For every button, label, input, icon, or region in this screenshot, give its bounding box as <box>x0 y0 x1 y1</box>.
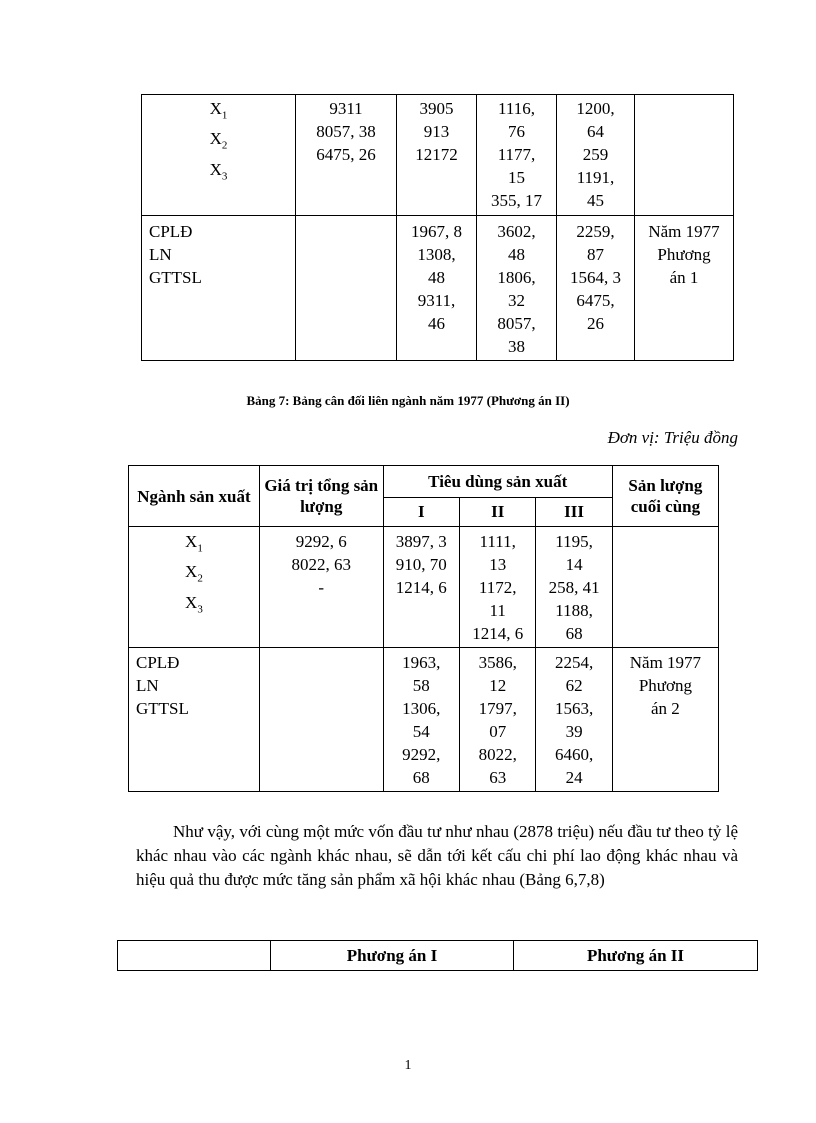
row-label: GTTSL <box>136 699 189 718</box>
table-cell <box>383 527 459 648</box>
row-label: LN <box>149 245 172 264</box>
cell-value: 76 <box>508 122 525 141</box>
cell-value: Phương <box>638 676 692 695</box>
cell-value: 48 <box>428 268 445 287</box>
table-cell <box>259 527 383 648</box>
header-sub-i: I <box>383 497 459 526</box>
cell-value: Phương <box>657 245 711 264</box>
table-cell <box>557 216 635 361</box>
row-label: $X_1$ <box>185 532 203 555</box>
cell-value: 3905 <box>419 99 454 118</box>
paragraph-text: Như vậy, với cùng một mức vốn đầu tư như nhau (2878 triệu) nếu đầu tư theo tỷ lệ khác nhau vào các ngành khác nhau, sẽ dẫn tới kết cấu chi phí lao động khác nhau và hiệu quả thu được mức tăng sản phẩm xã hội khác nhau (Bảng 6,7,8) <box>136 822 738 889</box>
cell-value: 1177, <box>497 145 536 164</box>
header-consumption: Tiêu dùng sản xuất <box>383 466 612 498</box>
table-cell <box>536 648 612 792</box>
cell-value: 1195, <box>555 532 593 551</box>
cell-value: Năm 1977 <box>648 222 720 241</box>
cell-value: 6475, <box>576 291 615 310</box>
cell-value: 8057, 38 <box>316 122 376 141</box>
table-cell <box>129 648 260 792</box>
cell-value: 6460, <box>554 745 594 764</box>
cell-value: 1116, <box>498 99 535 118</box>
cell-value: 8022, 63 <box>291 555 351 574</box>
cell-value: 07 <box>489 722 507 741</box>
table-row <box>129 648 719 792</box>
unit-label: Đơn vị: Triệu đồng <box>607 428 738 447</box>
table-comparison <box>117 940 758 971</box>
row-label: LN <box>136 676 159 695</box>
cell-value: 355, 17 <box>491 191 542 210</box>
table-cell <box>142 95 296 216</box>
comparison-header-option-1: Phương án I <box>271 941 514 971</box>
cell-value: án 1 <box>669 268 699 287</box>
cell-value: 1200, <box>576 99 615 118</box>
cell-value: 13 <box>489 555 507 574</box>
cell-value: 1564, 3 <box>570 268 621 287</box>
table-row <box>142 216 734 361</box>
comparison-header-blank <box>118 941 271 971</box>
cell-value: 14 <box>565 555 583 574</box>
table-cell <box>612 648 718 792</box>
cell-value: 46 <box>428 314 445 333</box>
table-cell <box>397 216 477 361</box>
cell-value: 39 <box>565 722 583 741</box>
cell-value: 8022, <box>478 745 517 764</box>
table-row <box>142 95 734 216</box>
cell-value: 1563, <box>554 699 594 718</box>
cell-value: 26 <box>587 314 604 333</box>
cell-value: 12172 <box>415 145 458 164</box>
cell-value: 12 <box>489 676 507 695</box>
table-cell <box>635 216 734 361</box>
row-label: $X_2$ <box>209 129 228 152</box>
table-row <box>129 527 719 648</box>
cell-value: 62 <box>565 676 583 695</box>
cell-value: 58 <box>412 676 430 695</box>
table-cell <box>383 648 459 792</box>
cell-value: 3602, <box>497 222 536 241</box>
row-label: CPLĐ <box>136 653 180 672</box>
cell-value: 9311 <box>329 99 363 118</box>
table-cell <box>129 527 260 648</box>
cell-value: 1188, <box>555 601 593 620</box>
cell-value: 1967, 8 <box>411 222 462 241</box>
cell-value: 2254, <box>554 653 594 672</box>
cell-value: 1172, <box>478 578 517 597</box>
cell-value: 38 <box>508 337 525 356</box>
table-cell <box>296 216 397 361</box>
cell-value: 3586, <box>478 653 517 672</box>
row-label: CPLĐ <box>149 222 193 241</box>
header-sub-ii: II <box>460 497 536 526</box>
page-number: 1 <box>404 1058 412 1073</box>
cell-value: 1214, 6 <box>472 624 524 643</box>
header-sector: Ngành sản xuất <box>129 466 260 527</box>
header-final: Sản lượng cuối cùng <box>612 466 718 527</box>
cell-value: 258, 41 <box>548 578 600 597</box>
cell-value: 1306, <box>402 699 441 718</box>
cell-value: - <box>318 578 325 597</box>
row-label: $X_3$ <box>185 592 203 616</box>
table-cell <box>557 95 635 216</box>
cell-value: 259 <box>582 145 609 164</box>
cell-value: 48 <box>508 245 525 264</box>
body-paragraph <box>136 820 738 892</box>
table-cell <box>536 527 612 648</box>
table-cell <box>397 95 477 216</box>
table-cell <box>477 95 557 216</box>
cell-value: 63 <box>489 768 507 787</box>
cell-value: 45 <box>587 191 604 210</box>
row-label: $X_1$ <box>209 99 228 122</box>
cell-value: 68 <box>565 624 583 643</box>
cell-value: 9292, <box>402 745 441 764</box>
cell-value: 910, 70 <box>395 555 447 574</box>
comparison-header-option-2: Phương án II <box>514 941 758 971</box>
cell-value: 1806, <box>497 268 536 287</box>
table-phuong-an-1 <box>141 94 734 361</box>
table-cell <box>460 648 536 792</box>
table-cell <box>142 216 296 361</box>
cell-value: 8057, <box>497 314 536 333</box>
cell-value: 2259, <box>576 222 615 241</box>
cell-value: 9311, <box>417 291 456 310</box>
cell-value: 24 <box>565 768 583 787</box>
cell-value: 9292, 6 <box>295 532 347 551</box>
cell-value: 1191, <box>576 168 615 187</box>
table-cell <box>612 527 718 648</box>
table-cell <box>296 95 397 216</box>
cell-value: 15 <box>508 168 525 187</box>
cell-value: 11 <box>489 601 506 620</box>
cell-value: Năm 1977 <box>629 653 702 672</box>
row-label: GTTSL <box>149 268 202 287</box>
table-phuong-an-2 <box>128 465 719 792</box>
cell-value: 913 <box>423 122 450 141</box>
cell-value: 32 <box>508 291 525 310</box>
header-sub-iii: III <box>536 497 612 526</box>
row-label: $X_2$ <box>185 562 203 585</box>
cell-value: 1308, <box>417 245 456 264</box>
cell-value: 54 <box>412 722 430 741</box>
cell-value: 87 <box>587 245 604 264</box>
table-cell <box>477 216 557 361</box>
table-cell <box>259 648 383 792</box>
cell-value: 64 <box>587 122 604 141</box>
table-cell <box>460 527 536 648</box>
cell-value: 1963, <box>402 653 441 672</box>
cell-value: án 2 <box>651 699 680 718</box>
cell-value: 68 <box>412 768 430 787</box>
cell-value: 1111, <box>479 532 516 551</box>
cell-value: 1214, 6 <box>395 578 447 597</box>
cell-value: 6475, 26 <box>316 145 376 164</box>
table-caption: Bảng 7: Bảng cân đối liên ngành năm 1977 (Phương án II) <box>246 393 570 408</box>
header-total: Giá trị tổng sản lượng <box>259 466 383 527</box>
row-label: $X_3$ <box>209 159 228 183</box>
cell-value: 1797, <box>478 699 517 718</box>
table-cell <box>635 95 734 216</box>
cell-value: 3897, 3 <box>395 532 447 551</box>
